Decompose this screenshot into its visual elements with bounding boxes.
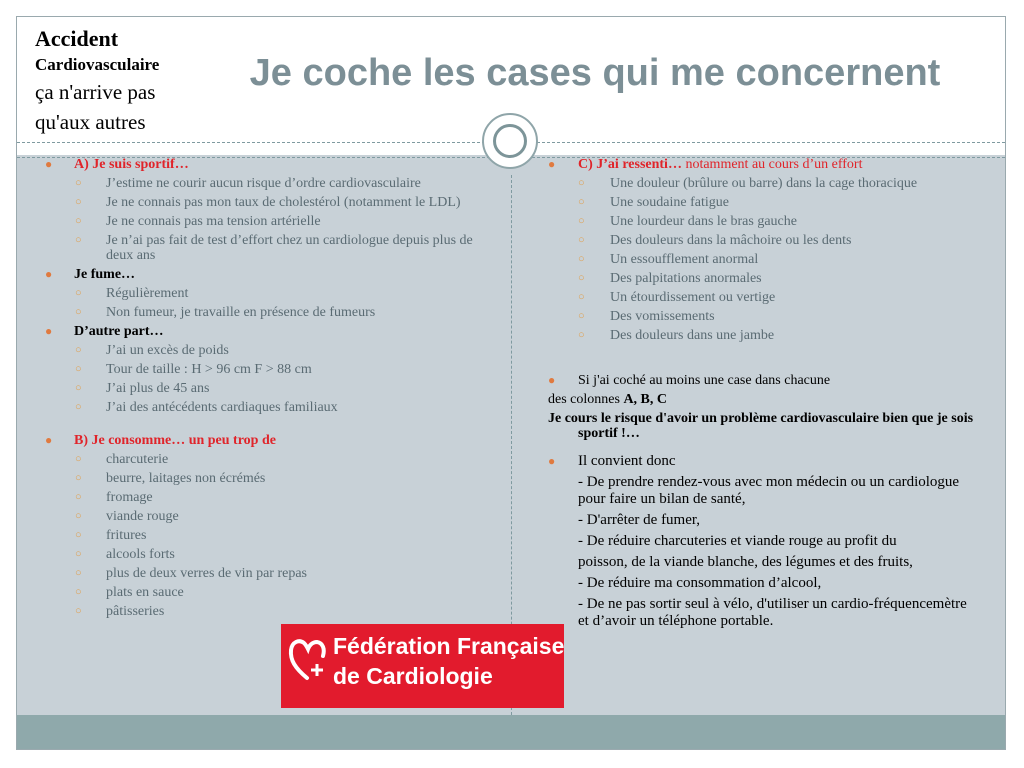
checklist-item[interactable]: ○ Je ne connais pas mon taux de cholestérol (notamment le LDL)	[75, 195, 461, 210]
checklist-item[interactable]: ○ Une soudaine fatigue	[578, 195, 729, 210]
checkbox-circle-icon[interactable]: ○	[75, 215, 82, 227]
checklist-item[interactable]: ○ Un essoufflement anormal	[578, 252, 759, 267]
checklist-item[interactable]: ○ Un étourdissement ou vertige	[578, 290, 776, 305]
checkbox-circle-icon[interactable]: ○	[75, 510, 82, 522]
checkbox-circle-icon[interactable]: ○	[75, 491, 82, 503]
checkbox-circle-icon[interactable]: ○	[578, 253, 585, 265]
checkbox-circle-icon[interactable]: ○	[75, 586, 82, 598]
bullet-icon: ●	[548, 373, 556, 387]
section-autre-heading: ● D’autre part…	[45, 324, 164, 339]
checklist-item[interactable]: ○ J’ai un excès de poids	[75, 343, 229, 358]
checkbox-circle-icon[interactable]: ○	[75, 548, 82, 560]
bullet-icon: ●	[548, 157, 556, 171]
checklist-item[interactable]: ○ fritures	[75, 528, 147, 543]
checkbox-circle-icon[interactable]: ○	[75, 177, 82, 189]
checklist-item[interactable]: ○ beurre, laitages non écrémés	[75, 471, 266, 486]
section-b-heading: ● B) Je consomme… un peu trop de	[45, 433, 276, 448]
checklist-item[interactable]: ○ Je ne connais pas ma tension artérielle	[75, 214, 321, 229]
checklist-item[interactable]: ○ Une douleur (brûlure ou barre) dans la cage thoracique	[578, 176, 918, 191]
checkbox-circle-icon[interactable]: ○	[578, 310, 585, 322]
checklist-item[interactable]: ○ Des vomissements	[578, 309, 715, 324]
checkbox-circle-icon[interactable]: ○	[578, 329, 585, 341]
summary-line: ● Si j'ai coché au moins une case dans chacune	[548, 373, 831, 388]
conclusion-item: - De prendre rendez-vous avec mon médecin ou un cardiologue pour faire un bilan de santé,	[578, 474, 960, 507]
conclusion-item: - De ne pas sortir seul à vélo, d'utiliser un cardio-fréquencemètre et d’avoir un téléphone portable.	[578, 596, 967, 629]
circle-ornament-icon	[482, 113, 538, 169]
checkbox-circle-icon[interactable]: ○	[578, 196, 585, 208]
checklist-item[interactable]: ○ J’ai des antécédents cardiaques familiaux	[75, 400, 338, 415]
bullet-icon: ●	[548, 454, 556, 468]
checklist-item[interactable]: ○ J’ai plus de 45 ans	[75, 381, 210, 396]
checklist-item[interactable]: ○ Régulièrement	[75, 286, 189, 301]
bullet-icon: ●	[45, 324, 53, 338]
header-arrive: ça n'arrive pas	[35, 80, 156, 104]
ffc-logo	[281, 624, 564, 708]
checklist-item[interactable]: ○ Des palpitations anormales	[578, 271, 762, 286]
section-fume-heading: ● Je fume…	[45, 267, 136, 282]
checkbox-circle-icon[interactable]: ○	[75, 567, 82, 579]
bullet-icon: ●	[45, 267, 53, 281]
checkbox-circle-icon[interactable]: ○	[75, 472, 82, 484]
heart-logo-icon	[287, 634, 329, 684]
checklist-item[interactable]: ○ alcools forts	[75, 547, 175, 562]
checkbox-circle-icon[interactable]: ○	[75, 363, 82, 375]
checkbox-circle-icon[interactable]: ○	[578, 177, 585, 189]
header-accident: Accident	[35, 26, 119, 51]
checkbox-circle-icon[interactable]: ○	[578, 272, 585, 284]
checkbox-circle-icon[interactable]: ○	[75, 605, 82, 617]
logo-text: Fédération Française de Cardiologie	[333, 633, 565, 689]
checklist-item[interactable]: ○ plats en sauce	[75, 585, 184, 600]
checkbox-circle-icon[interactable]: ○	[75, 382, 82, 394]
checkbox-circle-icon[interactable]: ○	[75, 196, 82, 208]
footer-band	[17, 715, 1005, 749]
checkbox-circle-icon[interactable]: ○	[75, 234, 82, 246]
summary-risk: Je cours le risque d'avoir un problème cardiovasculaire bien que je sois sportif !…	[548, 411, 974, 441]
checkbox-circle-icon[interactable]: ○	[75, 529, 82, 541]
checklist-item[interactable]: ○ J’estime ne courir aucun risque d’ordre cardiovasculaire	[75, 176, 421, 191]
checklist-item[interactable]: ○ pâtisseries	[75, 604, 165, 619]
page-title: Je coche les cases qui me concernent	[249, 52, 941, 94]
checkbox-circle-icon[interactable]: ○	[75, 401, 82, 413]
right-column	[548, 157, 978, 634]
checklist-item[interactable]: ○ Une lourdeur dans le bras gauche	[578, 214, 797, 229]
conclusion-heading: ● Il convient donc	[548, 453, 676, 469]
checklist-item[interactable]: ○ Des douleurs dans une jambe	[578, 328, 775, 343]
checkbox-circle-icon[interactable]: ○	[578, 234, 585, 246]
checkbox-circle-icon[interactable]: ○	[578, 291, 585, 303]
checklist-item[interactable]: ○ Tour de taille : H > 96 cm F > 88 cm	[75, 362, 312, 377]
conclusion-item: - De réduire charcuteries et viande rouge au profit du	[578, 533, 897, 549]
checklist-item[interactable]: ○ Je n’ai pas fait de test d’effort chez un cardiologue depuis plus de deux ans	[75, 233, 473, 263]
checkbox-circle-icon[interactable]: ○	[578, 215, 585, 227]
header-autres: qu'aux autres	[35, 110, 146, 134]
conclusion-item: - De réduire ma consommation d’alcool,	[578, 575, 822, 591]
checklist-item[interactable]: ○ viande rouge	[75, 509, 179, 524]
checkbox-circle-icon[interactable]: ○	[75, 287, 82, 299]
checklist-item[interactable]: ○ Non fumeur, je travaille en présence de fumeurs	[75, 305, 376, 320]
checkbox-circle-icon[interactable]: ○	[75, 344, 82, 356]
checklist-item[interactable]: ○ fromage	[75, 490, 153, 505]
checklist-item[interactable]: ○ Des douleurs dans la mâchoire ou les dents	[578, 233, 852, 248]
conclusion-item: poisson, de la viande blanche, des légumes et des fruits,	[578, 554, 913, 570]
checklist-item[interactable]: ○ plus de deux verres de vin par repas	[75, 566, 307, 581]
checkbox-circle-icon[interactable]: ○	[75, 453, 82, 465]
left-column	[45, 157, 485, 623]
checkbox-circle-icon[interactable]: ○	[75, 306, 82, 318]
section-c-heading: ● C) J’ai ressenti… notamment au cours d’un effort	[548, 157, 863, 172]
summary-columns: des colonnes A, B, C	[548, 392, 667, 407]
bullet-icon: ●	[45, 433, 53, 447]
section-a-heading: ● A) Je suis sportif…	[45, 157, 189, 172]
bullet-icon: ●	[45, 157, 53, 171]
checklist-item[interactable]: ○ charcuterie	[75, 452, 169, 467]
header-cardiovasculaire: Cardiovasculaire	[35, 55, 160, 74]
conclusion-item: - D'arrêter de fumer,	[578, 512, 701, 528]
